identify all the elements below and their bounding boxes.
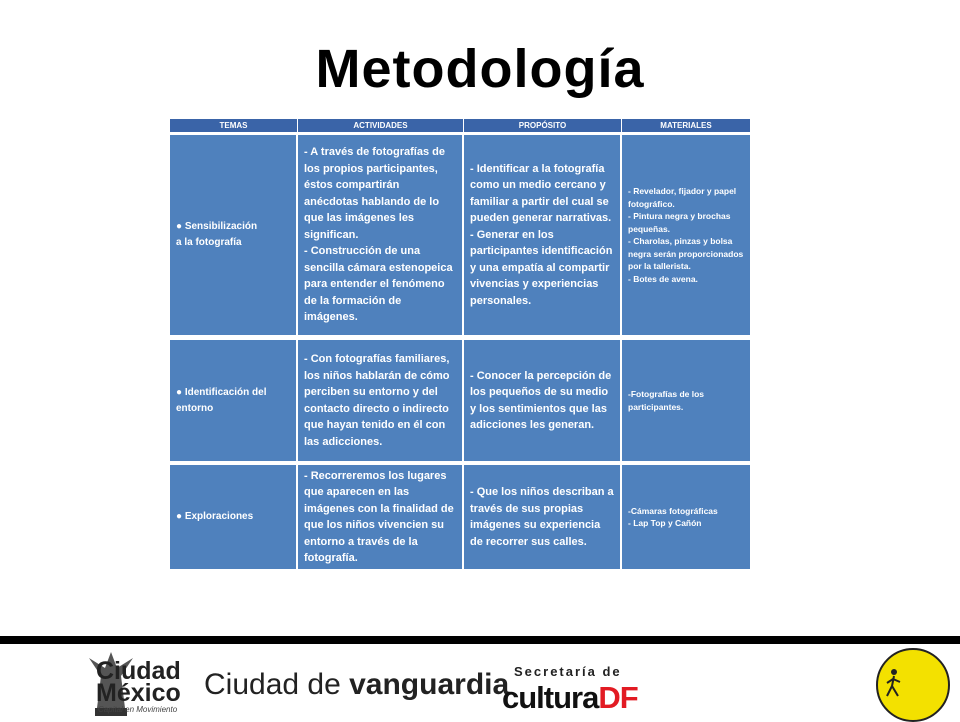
- cell-tema: ● Exploraciones: [170, 465, 298, 569]
- festival-badge-logo: [876, 648, 950, 722]
- cell-actividades: - A través de fotografías de los propios participantes, éstos compartirán anécdotas hablando de lo que las imágenes les significan. - Construcción de una sencilla cámara estenopeica para entender el fenómeno de la formación de imágenes.: [298, 135, 464, 335]
- table-row: [170, 135, 750, 335]
- cell-proposito: - Conocer la percepción de los pequeños de su medio y los sentimientos que las adicciones les generan.: [464, 340, 622, 461]
- cell-tema: ● Identificación del entorno: [170, 340, 298, 461]
- cell-materiales: - Revelador, fijador y papel fotográfico. - Pintura negra y brochas pequeñas. - Charolas, pinzas y bolsa negra serán proporcionados por la tallerista. - Botes de avena.: [622, 135, 750, 335]
- page-title: Metodología: [315, 39, 645, 99]
- cultura-df-logo: [502, 680, 638, 716]
- methodology-table: [170, 119, 750, 564]
- header-temas: TEMAS: [170, 119, 298, 132]
- ciudad-de-vanguardia-logo: [204, 668, 509, 702]
- cell-materiales: -Cámaras fotográficas - Lap Top y Cañón: [622, 465, 750, 569]
- cdmx-logo-text: Ciudad México: [96, 657, 181, 707]
- footer-divider: [0, 636, 960, 644]
- cell-actividades: - Recorreremos los lugares que aparecen en las imágenes con la finalidad de que los niños vivencien su entorno a través de la fotografía.: [298, 465, 464, 569]
- cdmx-tagline: Capital en Movimiento: [98, 705, 178, 714]
- header-proposito: PROPÓSITO: [464, 119, 622, 132]
- cultura-word: cultura: [502, 680, 599, 715]
- header-actividades: ACTIVIDADES: [298, 119, 464, 132]
- table-header: [170, 119, 750, 132]
- cell-proposito: - Que los niños describan a través de sus propias imágenes su experiencia de recorrer sus calles.: [464, 465, 622, 569]
- vanguardia-prefix: Ciudad de: [204, 668, 350, 701]
- table-row: [170, 465, 750, 569]
- cell-tema: ● Sensibilización a la fotografía: [170, 135, 298, 335]
- runner-icon: [884, 668, 904, 698]
- cell-proposito: - Identificar a la fotografía como un medio cercano y familiar a partir del cual se pueden generar narrativas. - Generar en los participantes identificación y una empatía al compartir vivencias y experiencias personales.: [464, 135, 622, 335]
- vanguardia-word: vanguardia: [349, 668, 510, 701]
- table-row: [170, 340, 750, 461]
- header-materiales: MATERIALES: [660, 121, 712, 130]
- secretaria-label: Secretaría de: [514, 664, 622, 679]
- cell-materiales: -Fotografías de los participantes.: [622, 340, 750, 461]
- cell-actividades: - Con fotografías familiares, los niños hablarán de cómo perciben su entorno y del contacto directo o indirecto que hayan tenido en él con las adicciones.: [298, 340, 464, 461]
- df-word: DF: [598, 680, 638, 715]
